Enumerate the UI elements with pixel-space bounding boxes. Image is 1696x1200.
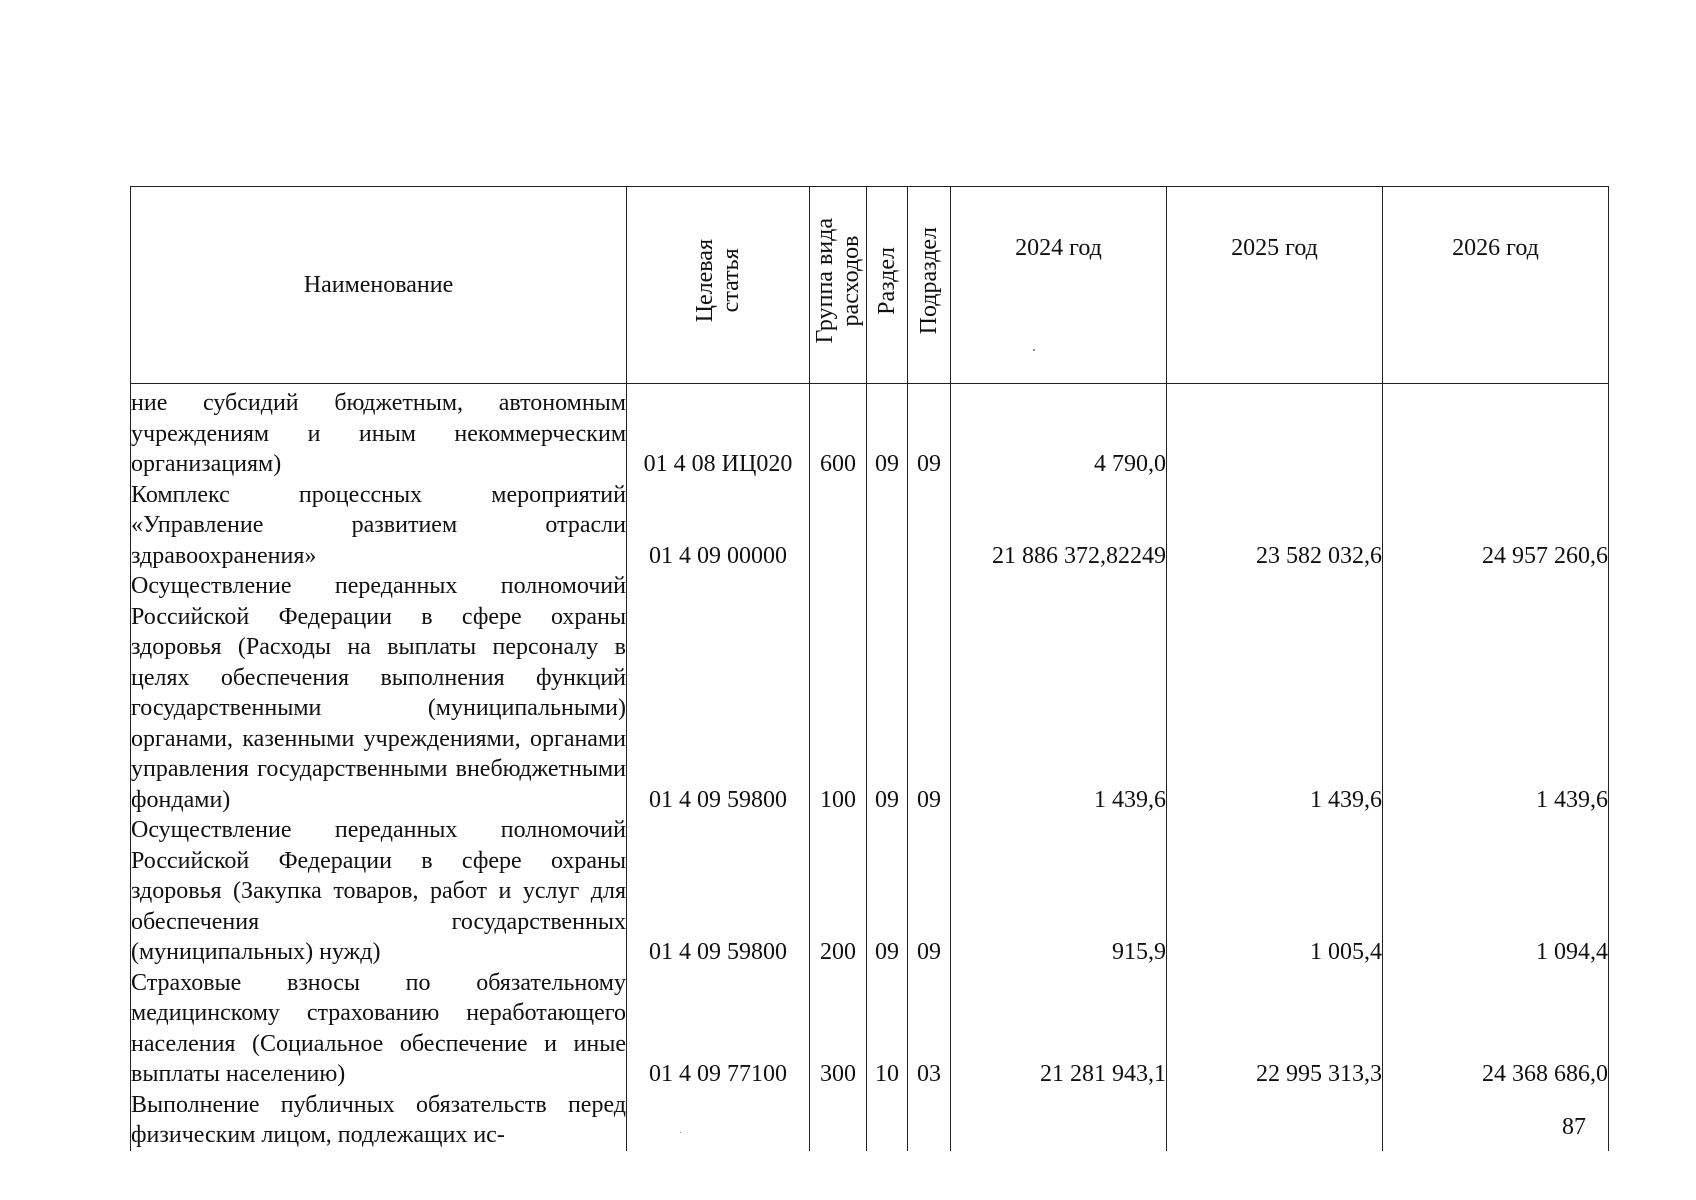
budget-table	[130, 186, 1609, 1151]
header-2024: 2024 год	[951, 187, 1167, 384]
row-value-2025: 22 995 313,3	[1167, 968, 1383, 1090]
row-value-2025: 1 439,6	[1167, 571, 1383, 815]
row-subsection	[908, 1090, 951, 1151]
row-section	[867, 1090, 908, 1151]
budget-table-container	[130, 186, 1608, 1151]
table-row	[131, 815, 1609, 968]
row-name: Комплекс процессных мероприятий «Управление развитием отрасли здравоохранения»	[131, 480, 627, 572]
row-name: Страховые взносы по обязательному медицинскому страхованию неработающего населения (Социальное обеспечение и иные выплаты населению)	[131, 968, 627, 1090]
table-row	[131, 968, 1609, 1090]
row-name: Выполнение публичных обязательств перед физическим лицом, подлежащих ис-	[131, 1090, 627, 1151]
row-value-2024: 1 439,6	[951, 571, 1167, 815]
row-value-2026: 24 957 260,6	[1383, 480, 1609, 572]
row-name: Осуществление переданных полномочий Российской Федерации в сфере охраны здоровья (Расходы на выплаты персоналу в целях обеспечения выполнения функций государственными (муниципальными) органами, казенными учреждениями, органами управления государственными внебюджетными фондами)	[131, 571, 627, 815]
row-expense-group: 600	[810, 384, 867, 480]
header-expense-group	[810, 187, 867, 384]
row-target-article: 01 4 09 59800	[627, 815, 810, 968]
row-expense-group	[810, 480, 867, 572]
row-subsection: 09	[908, 571, 951, 815]
row-target-article: 01 4 09 77100	[627, 968, 810, 1090]
header-section-label: Раздел	[874, 246, 900, 315]
row-subsection: 03	[908, 968, 951, 1090]
row-value-2024: 915,9	[951, 815, 1167, 968]
row-value-2025	[1167, 384, 1383, 480]
row-value-2024: 21 886 372,82249	[951, 480, 1167, 572]
header-name: Наименование	[131, 187, 627, 384]
row-expense-group: 100	[810, 571, 867, 815]
row-section	[867, 480, 908, 572]
row-subsection: 09	[908, 815, 951, 968]
header-2026: 2026 год	[1383, 187, 1609, 384]
row-subsection: 09	[908, 384, 951, 480]
row-name: ние субсидий бюджетным, автономным учреждениям и иным некоммерческим организациям)	[131, 384, 627, 480]
row-expense-group: 300	[810, 968, 867, 1090]
row-value-2025: 1 005,4	[1167, 815, 1383, 968]
header-subsection-label: Подраздел	[916, 227, 942, 335]
header-subsection	[908, 187, 951, 384]
header-expense-group-label: Группа вида расходов	[812, 218, 864, 344]
table-row	[131, 480, 1609, 572]
row-value-2024: 4 790,0	[951, 384, 1167, 480]
row-section: 09	[867, 384, 908, 480]
page-number: 87	[1562, 1114, 1586, 1140]
row-target-article: 01 4 09 00000	[627, 480, 810, 572]
header-target-article	[627, 187, 810, 384]
header-section	[867, 187, 908, 384]
row-target-article: 01 4 08 ИЦ020	[627, 384, 810, 480]
row-value-2026: 24 368 686,0	[1383, 968, 1609, 1090]
row-value-2024: 21 281 943,1	[951, 968, 1167, 1090]
table-row	[131, 384, 1609, 480]
row-value-2025: 23 582 032,6	[1167, 480, 1383, 572]
row-target-article: 01 4 09 59800	[627, 571, 810, 815]
table-header-row	[131, 187, 1609, 384]
row-name: Осуществление переданных полномочий Российской Федерации в сфере охраны здоровья (Закупка товаров, работ и услуг для обеспечения государственных (муниципальных) нужд)	[131, 815, 627, 968]
row-expense-group: 200	[810, 815, 867, 968]
table-row	[131, 1090, 1609, 1151]
row-value-2026	[1383, 384, 1609, 480]
scan-speck	[1033, 349, 1035, 351]
row-expense-group	[810, 1090, 867, 1151]
row-section: 09	[867, 571, 908, 815]
header-target-article-label: Целевая статья	[692, 239, 744, 323]
row-section: 10	[867, 968, 908, 1090]
row-value-2026: 1 439,6	[1383, 571, 1609, 815]
header-2025: 2025 год	[1167, 187, 1383, 384]
row-section: 09	[867, 815, 908, 968]
table-row	[131, 571, 1609, 815]
row-subsection	[908, 480, 951, 572]
row-target-article	[627, 1090, 810, 1151]
row-value-2026: 1 094,4	[1383, 815, 1609, 968]
row-value-2024	[951, 1090, 1167, 1151]
row-value-2025	[1167, 1090, 1383, 1151]
scan-speck	[680, 1132, 681, 1133]
